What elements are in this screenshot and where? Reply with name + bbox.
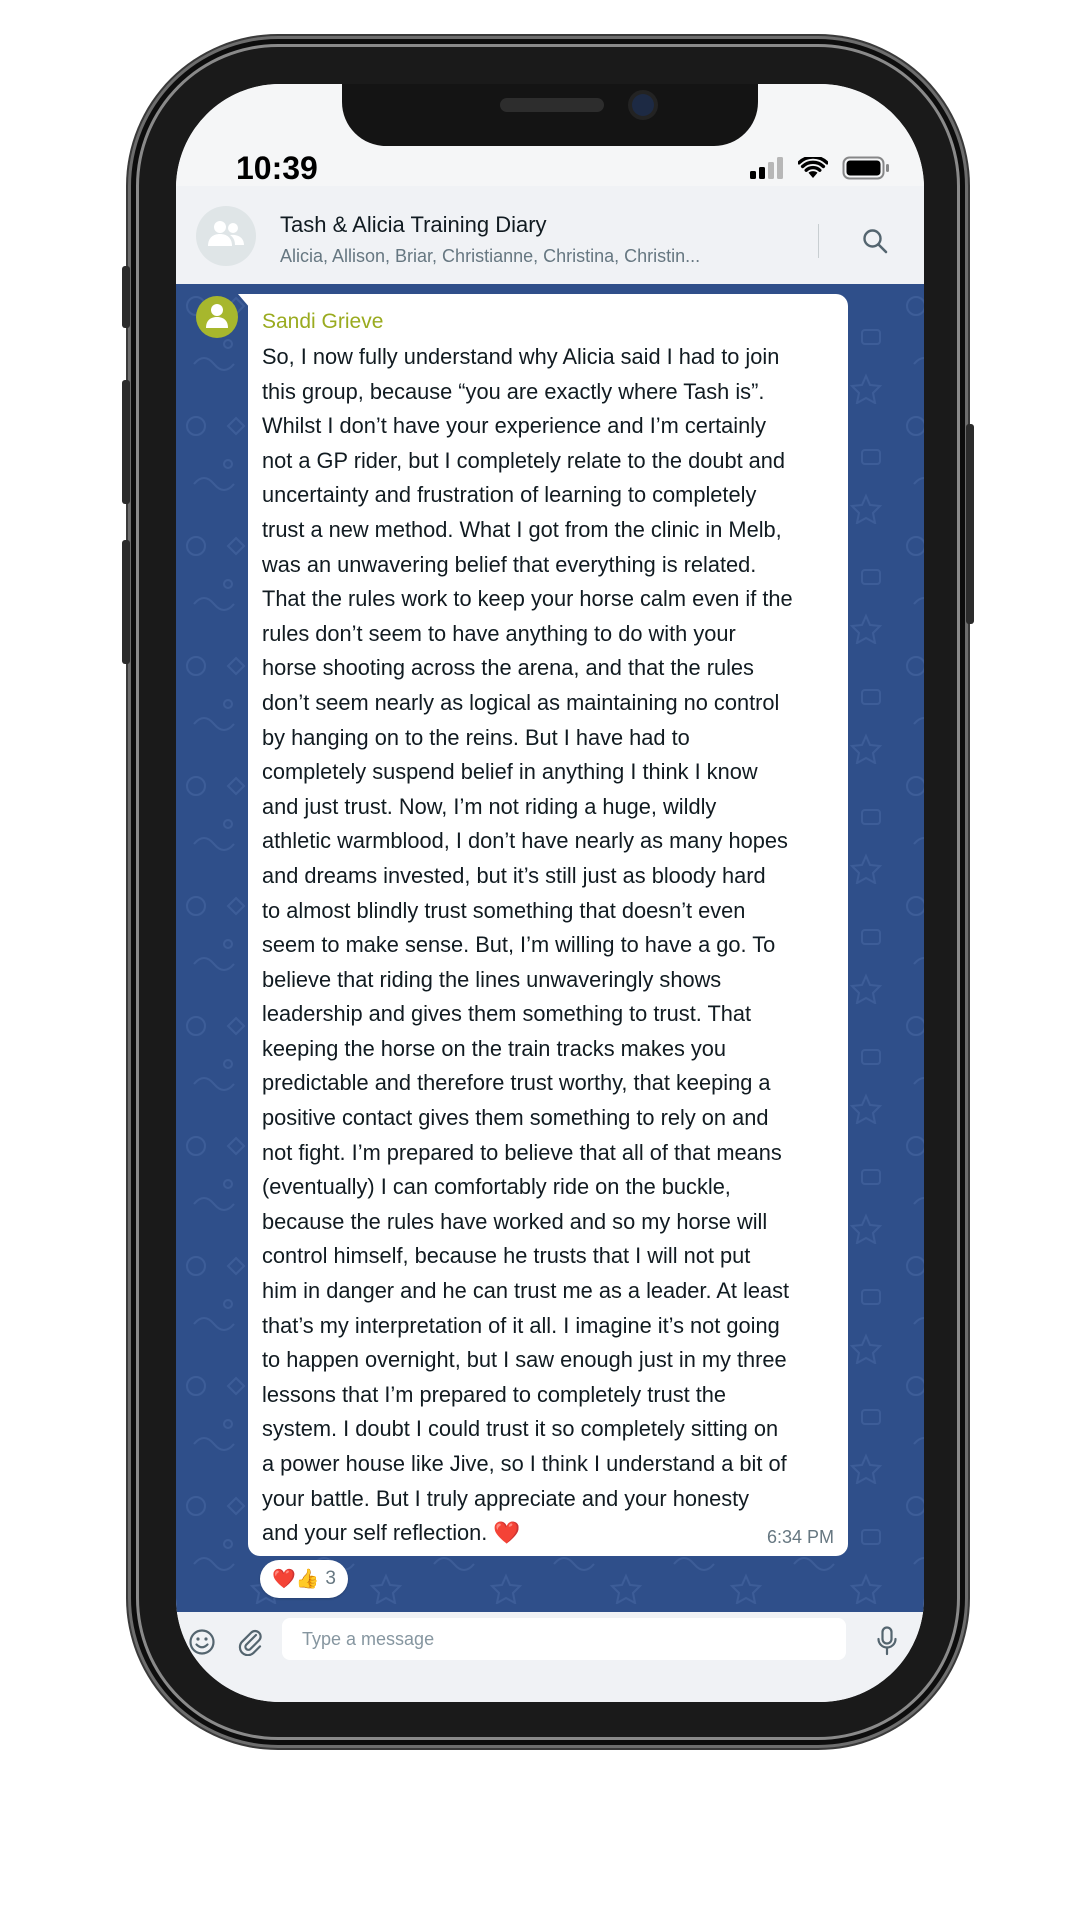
message-text bbox=[262, 340, 844, 1551]
group-avatar[interactable] bbox=[196, 206, 256, 266]
silent-switch bbox=[122, 266, 130, 328]
paperclip-icon[interactable] bbox=[236, 1628, 264, 1661]
phone-screen bbox=[176, 84, 924, 1702]
chat-members[interactable]: Alicia, Allison, Briar, Christianne, Christina, Christin... bbox=[280, 246, 701, 266]
bubble-tail bbox=[238, 294, 250, 308]
power-button bbox=[966, 424, 974, 624]
message-time: 6:34 PM bbox=[766, 1527, 834, 1547]
reaction-count: 3 bbox=[325, 1568, 336, 1589]
front-camera bbox=[632, 94, 654, 116]
header-divider bbox=[818, 224, 819, 258]
microphone-icon[interactable] bbox=[876, 1626, 898, 1661]
message-composer bbox=[176, 1612, 924, 1702]
person-icon bbox=[203, 301, 231, 334]
sender-avatar[interactable] bbox=[196, 296, 238, 338]
sender-name[interactable]: Sandi Grieve bbox=[262, 310, 384, 333]
heart-emoji: ❤️ bbox=[493, 1520, 521, 1546]
message-body: So, I now fully understand why Alicia said I had to join this group, because “you are exactly where Tash is”. Whilst I don’t have your experience and I’m certainly not a GP rider, but I completely relate to the doubt and uncertainty and frustration of learning to completely trust a new method. What I got from the clinic in Melb, was an unwavering belief that everything is related. That the rules work to keep your horse calm even if the rules don’t seem to have anything to do with your horse shooting across the arena, and that the rules don’t seem nearly as logical as maintaining no control by hanging on to the reins. But I have had to completely suspend belief in anything I think I know and just trust. Now, I’m not riding a huge, wildly athletic warmblood, I don’t have nearly as many hopes and dreams invested, but it’s still just as bloody hard to almost blindly trust something that doesn’t even seem to make sense. But, I’m willing to have a go. To believe that riding the lines unwaveringly shows leadership and gives them something to trust. That keeping the horse on the train tracks makes you predictable and therefore trust worthy, that keeping a positive contact gives them something to rely on and not fight. I’m prepared to believe that all of that means (eventually) I can comfortably ride on the buckle, because the rules have worked and so my horse will control himself, because he trusts that I will not put him in danger and he can trust me as a leader. At least that’s my interpretation of it all. I imagine it’s not going to happen overnight, but I saw enough just in my three lessons that I’m prepared to completely trust the system. I doubt I could trust it so completely sitting on a power house like Jive, so I think I understand a bit of your battle. But I truly appreciate and your honesty and your self reflection. bbox=[262, 344, 793, 1546]
reaction-emojis: ❤️👍 bbox=[272, 1569, 320, 1590]
search-icon[interactable] bbox=[862, 228, 888, 259]
signal-icon bbox=[750, 157, 784, 184]
message-bubble[interactable] bbox=[248, 294, 848, 1556]
emoji-icon[interactable] bbox=[188, 1628, 216, 1661]
speaker-grille bbox=[500, 98, 604, 112]
status-time: 10:39 bbox=[236, 150, 318, 186]
group-icon bbox=[206, 219, 246, 254]
wifi-icon bbox=[798, 157, 828, 184]
volume-up-button bbox=[122, 380, 130, 504]
notch bbox=[342, 84, 758, 146]
reactions-pill[interactable] bbox=[260, 1560, 348, 1598]
chat-area[interactable] bbox=[176, 284, 924, 1612]
message-input[interactable] bbox=[282, 1618, 846, 1660]
chat-header[interactable] bbox=[176, 186, 924, 285]
volume-down-button bbox=[122, 540, 130, 664]
battery-icon bbox=[842, 156, 890, 185]
status-icons bbox=[750, 156, 890, 185]
chat-title[interactable]: Tash & Alicia Training Diary bbox=[280, 212, 547, 237]
